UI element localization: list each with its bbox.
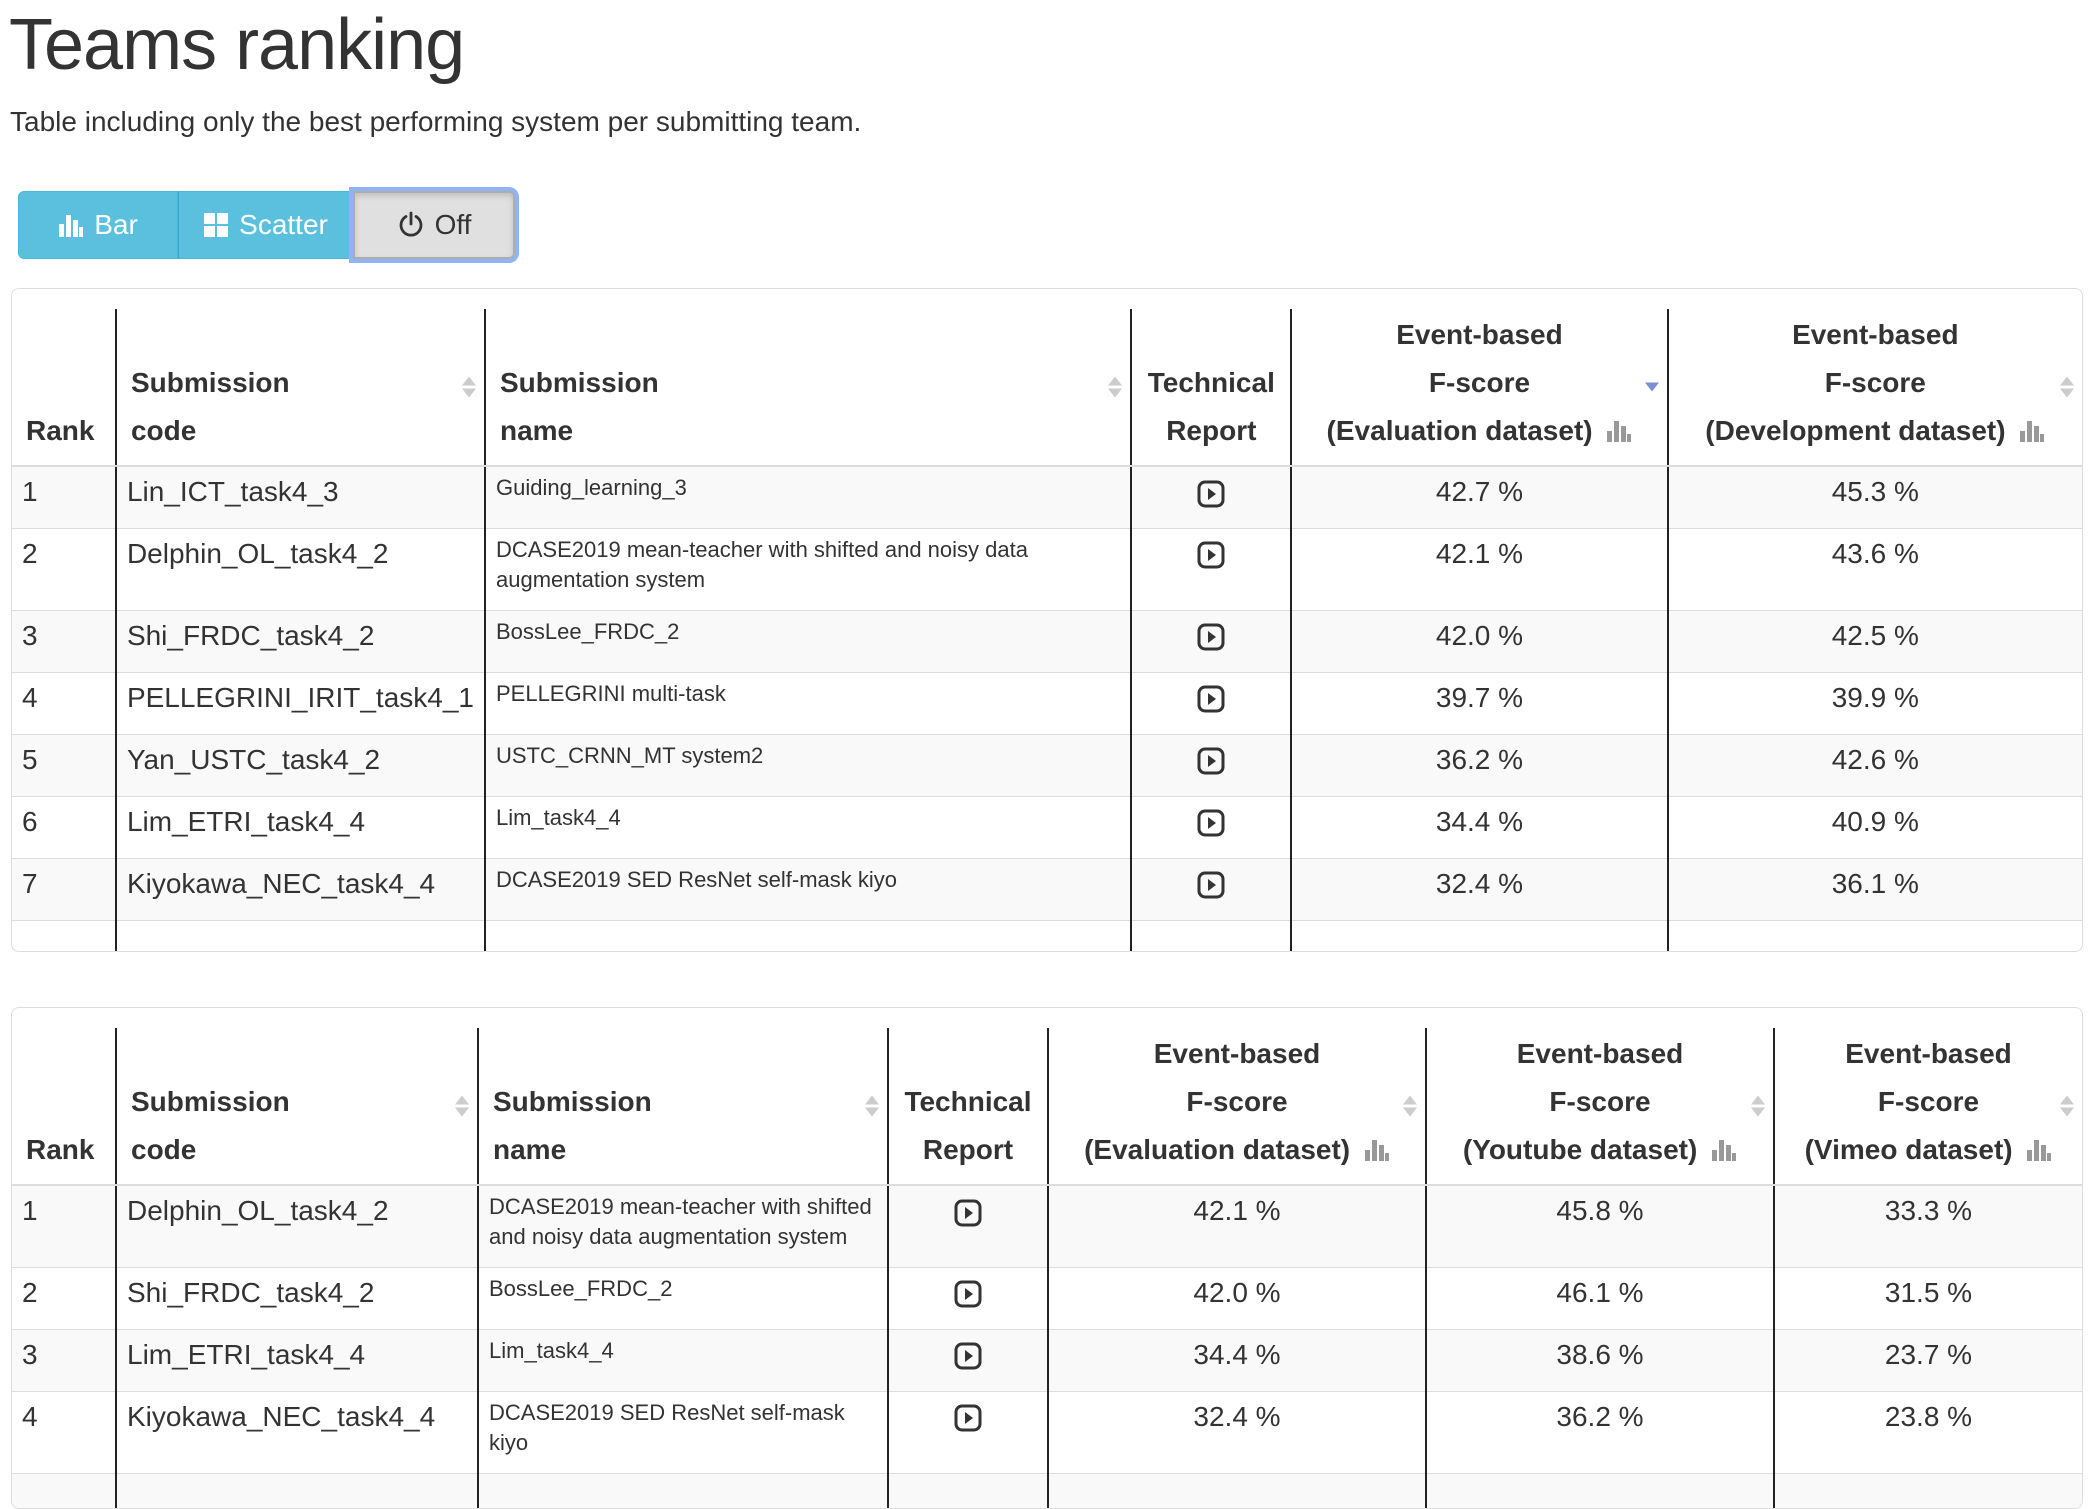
- eval-fscore-cell: 42.0 %: [1048, 1267, 1426, 1329]
- table-row: [12, 796, 2082, 858]
- rank-cell: 1: [12, 466, 116, 528]
- report-play-icon[interactable]: [954, 1280, 982, 1308]
- name-cell: PELLEGRINI multi-task: [485, 672, 1131, 734]
- name-cell: USTC_CRNN_MT system2: [485, 734, 1131, 796]
- power-icon: [397, 211, 425, 239]
- scatter-button-label: Scatter: [239, 209, 328, 240]
- code-cell: Yan_USTC_task4_2: [116, 734, 485, 796]
- off-button[interactable]: [353, 191, 515, 259]
- report-play-icon[interactable]: [954, 1199, 982, 1227]
- table-row: [12, 734, 2082, 796]
- report-play-icon[interactable]: [954, 1342, 982, 1370]
- page-title: Teams ranking: [9, 5, 465, 85]
- code-cell: Delphin_OL_task4_2: [116, 1185, 478, 1267]
- report-cell: [1131, 466, 1291, 528]
- report-cell: [888, 1391, 1048, 1473]
- report-play-icon[interactable]: [1197, 623, 1225, 651]
- eval-fscore-cell: 39.7 %: [1291, 672, 1667, 734]
- eval-fscore-cell: 34.4 %: [1291, 796, 1667, 858]
- report-cell: [1131, 672, 1291, 734]
- youtube-fscore-cell: 46.1 %: [1426, 1267, 1774, 1329]
- code-cell: Delphin_OL_task4_2: [116, 528, 485, 610]
- youtube-fscore-cell: 38.6 %: [1426, 1329, 1774, 1391]
- report-cell: [888, 1185, 1048, 1267]
- dev-fscore-cell: 39.9 %: [1668, 672, 2082, 734]
- sort-icon: [1403, 1096, 1415, 1117]
- header-eval-fscore[interactable]: Event-based F-score (Evaluation dataset): [1291, 309, 1667, 466]
- vimeo-fscore-cell: 31.5 %: [1774, 1267, 2082, 1329]
- sort-icon: [2060, 377, 2072, 398]
- column-chart-icon[interactable]: [2026, 1136, 2052, 1162]
- report-play-icon[interactable]: [954, 1404, 982, 1432]
- bar-button-label: Bar: [94, 209, 138, 240]
- header-youtube-fscore[interactable]: Event-based F-score (Youtube dataset): [1426, 1028, 1774, 1185]
- table-row: [12, 1329, 2082, 1391]
- table-row: [12, 1391, 2082, 1473]
- name-cell: DCASE2019 SED ResNet self-mask kiyo: [478, 1391, 888, 1473]
- dev-fscore-cell: 45.3 %: [1668, 466, 2082, 528]
- rank-cell: 1: [12, 1185, 116, 1267]
- ranking-table-panel-by-dataset: [11, 1007, 2083, 1509]
- table-row: [12, 466, 2082, 528]
- report-play-icon[interactable]: [1197, 809, 1225, 837]
- report-cell: [1131, 528, 1291, 610]
- dev-fscore-cell: 40.9 %: [1668, 796, 2082, 858]
- code-cell: PELLEGRINI_IRIT_task4_1: [116, 672, 485, 734]
- youtube-fscore-cell: 45.8 %: [1426, 1185, 1774, 1267]
- report-cell: [1131, 610, 1291, 672]
- report-play-icon[interactable]: [1197, 685, 1225, 713]
- dev-fscore-cell: 42.5 %: [1668, 610, 2082, 672]
- name-cell: Guiding_learning_3: [485, 466, 1131, 528]
- name-cell: DCASE2019 mean-teacher with shifted and noisy data augmentation system: [485, 528, 1131, 610]
- name-cell: BossLee_FRDC_2: [485, 610, 1131, 672]
- header-eval-fscore[interactable]: Event-based F-score (Evaluation dataset): [1048, 1028, 1426, 1185]
- header-submission-name[interactable]: Submission name: [478, 1028, 888, 1185]
- chart-toggle-group: [18, 191, 515, 259]
- rank-cell: 2: [12, 528, 116, 610]
- table-row: [12, 672, 2082, 734]
- rank-cell: 6: [12, 796, 116, 858]
- sort-desc-icon: [1645, 383, 1657, 392]
- code-cell: Lim_ETRI_task4_4: [116, 796, 485, 858]
- scatter-grid-icon: [203, 212, 229, 238]
- page-subtitle: Table including only the best performing system per submitting team.: [10, 106, 862, 137]
- code-cell: Lin_ICT_task4_3: [116, 466, 485, 528]
- column-chart-icon[interactable]: [1364, 1136, 1390, 1162]
- header-submission-code[interactable]: Submission code: [116, 1028, 478, 1185]
- report-cell: [1131, 734, 1291, 796]
- ranking-table-by-dataset: [12, 1028, 2082, 1509]
- report-play-icon[interactable]: [1197, 871, 1225, 899]
- rank-cell: 3: [12, 1329, 116, 1391]
- eval-fscore-cell: 34.4 %: [1048, 1329, 1426, 1391]
- header-technical-report[interactable]: Technical Report: [1131, 309, 1291, 466]
- table-row: [12, 1267, 2082, 1329]
- eval-fscore-cell: 42.1 %: [1291, 528, 1667, 610]
- code-cell: Kiyokawa_NEC_task4_4: [116, 1391, 478, 1473]
- vimeo-fscore-cell: 23.8 %: [1774, 1391, 2082, 1473]
- report-play-icon[interactable]: [1197, 747, 1225, 775]
- vimeo-fscore-cell: 33.3 %: [1774, 1185, 2082, 1267]
- ranking-table-panel-overall: [11, 288, 2083, 952]
- report-play-icon[interactable]: [1197, 541, 1225, 569]
- header-technical-report[interactable]: Technical Report: [888, 1028, 1048, 1185]
- eval-fscore-cell: 32.4 %: [1048, 1391, 1426, 1473]
- name-cell: DCASE2019 SED ResNet self-mask kiyo: [485, 858, 1131, 920]
- header-rank[interactable]: Rank: [12, 309, 116, 466]
- header-dev-fscore[interactable]: Event-based F-score (Development dataset): [1668, 309, 2082, 466]
- name-cell: Lim_task4_4: [478, 1329, 888, 1391]
- eval-fscore-cell: 42.7 %: [1291, 466, 1667, 528]
- report-play-icon[interactable]: [1197, 480, 1225, 508]
- bar-chart-icon: [58, 212, 84, 238]
- sort-icon: [2060, 1096, 2072, 1117]
- name-cell: DCASE2019 mean-teacher with shifted and noisy data augmentation system: [478, 1185, 888, 1267]
- code-cell: Kiyokawa_NEC_task4_4: [116, 858, 485, 920]
- rank-cell: 3: [12, 610, 116, 672]
- table-row: [12, 858, 2082, 920]
- report-cell: [888, 1329, 1048, 1391]
- eval-fscore-cell: 42.1 %: [1048, 1185, 1426, 1267]
- bar-button[interactable]: [18, 191, 178, 259]
- name-cell: BossLee_FRDC_2: [478, 1267, 888, 1329]
- youtube-fscore-cell: 36.2 %: [1426, 1391, 1774, 1473]
- ranking-table-overall: [12, 309, 2082, 952]
- header-vimeo-fscore[interactable]: Event-based F-score (Vimeo dataset): [1774, 1028, 2082, 1185]
- column-chart-icon[interactable]: [2019, 417, 2045, 443]
- column-chart-icon[interactable]: [1711, 1136, 1737, 1162]
- header-submission-name[interactable]: Submission name: [485, 309, 1131, 466]
- rank-cell: 4: [12, 1391, 116, 1473]
- dev-fscore-cell: 42.6 %: [1668, 734, 2082, 796]
- table-row-partial: [12, 1473, 2082, 1509]
- sort-icon: [1108, 377, 1120, 398]
- table-row: [12, 1185, 2082, 1267]
- eval-fscore-cell: 32.4 %: [1291, 858, 1667, 920]
- rank-cell: 2: [12, 1267, 116, 1329]
- rank-cell: 5: [12, 734, 116, 796]
- eval-fscore-cell: 42.0 %: [1291, 610, 1667, 672]
- rank-cell: 7: [12, 858, 116, 920]
- sort-icon: [1751, 1096, 1763, 1117]
- sort-icon: [455, 1096, 467, 1117]
- code-cell: Lim_ETRI_task4_4: [116, 1329, 478, 1391]
- column-chart-icon[interactable]: [1606, 417, 1632, 443]
- code-cell: Shi_FRDC_task4_2: [116, 1267, 478, 1329]
- header-rank[interactable]: Rank: [12, 1028, 116, 1185]
- dev-fscore-cell: 43.6 %: [1668, 528, 2082, 610]
- code-cell: Shi_FRDC_task4_2: [116, 610, 485, 672]
- report-cell: [1131, 796, 1291, 858]
- rank-cell: 4: [12, 672, 116, 734]
- table-row-partial: [12, 920, 2082, 952]
- name-cell: Lim_task4_4: [485, 796, 1131, 858]
- table-row: [12, 610, 2082, 672]
- header-submission-code[interactable]: Submission code: [116, 309, 485, 466]
- report-cell: [1131, 858, 1291, 920]
- table-row: [12, 528, 2082, 610]
- report-cell: [888, 1267, 1048, 1329]
- eval-fscore-cell: 36.2 %: [1291, 734, 1667, 796]
- vimeo-fscore-cell: 23.7 %: [1774, 1329, 2082, 1391]
- dev-fscore-cell: 36.1 %: [1668, 858, 2082, 920]
- sort-icon: [462, 377, 474, 398]
- off-button-label: Off: [434, 209, 472, 240]
- scatter-button[interactable]: [178, 191, 353, 259]
- sort-icon: [865, 1096, 877, 1117]
